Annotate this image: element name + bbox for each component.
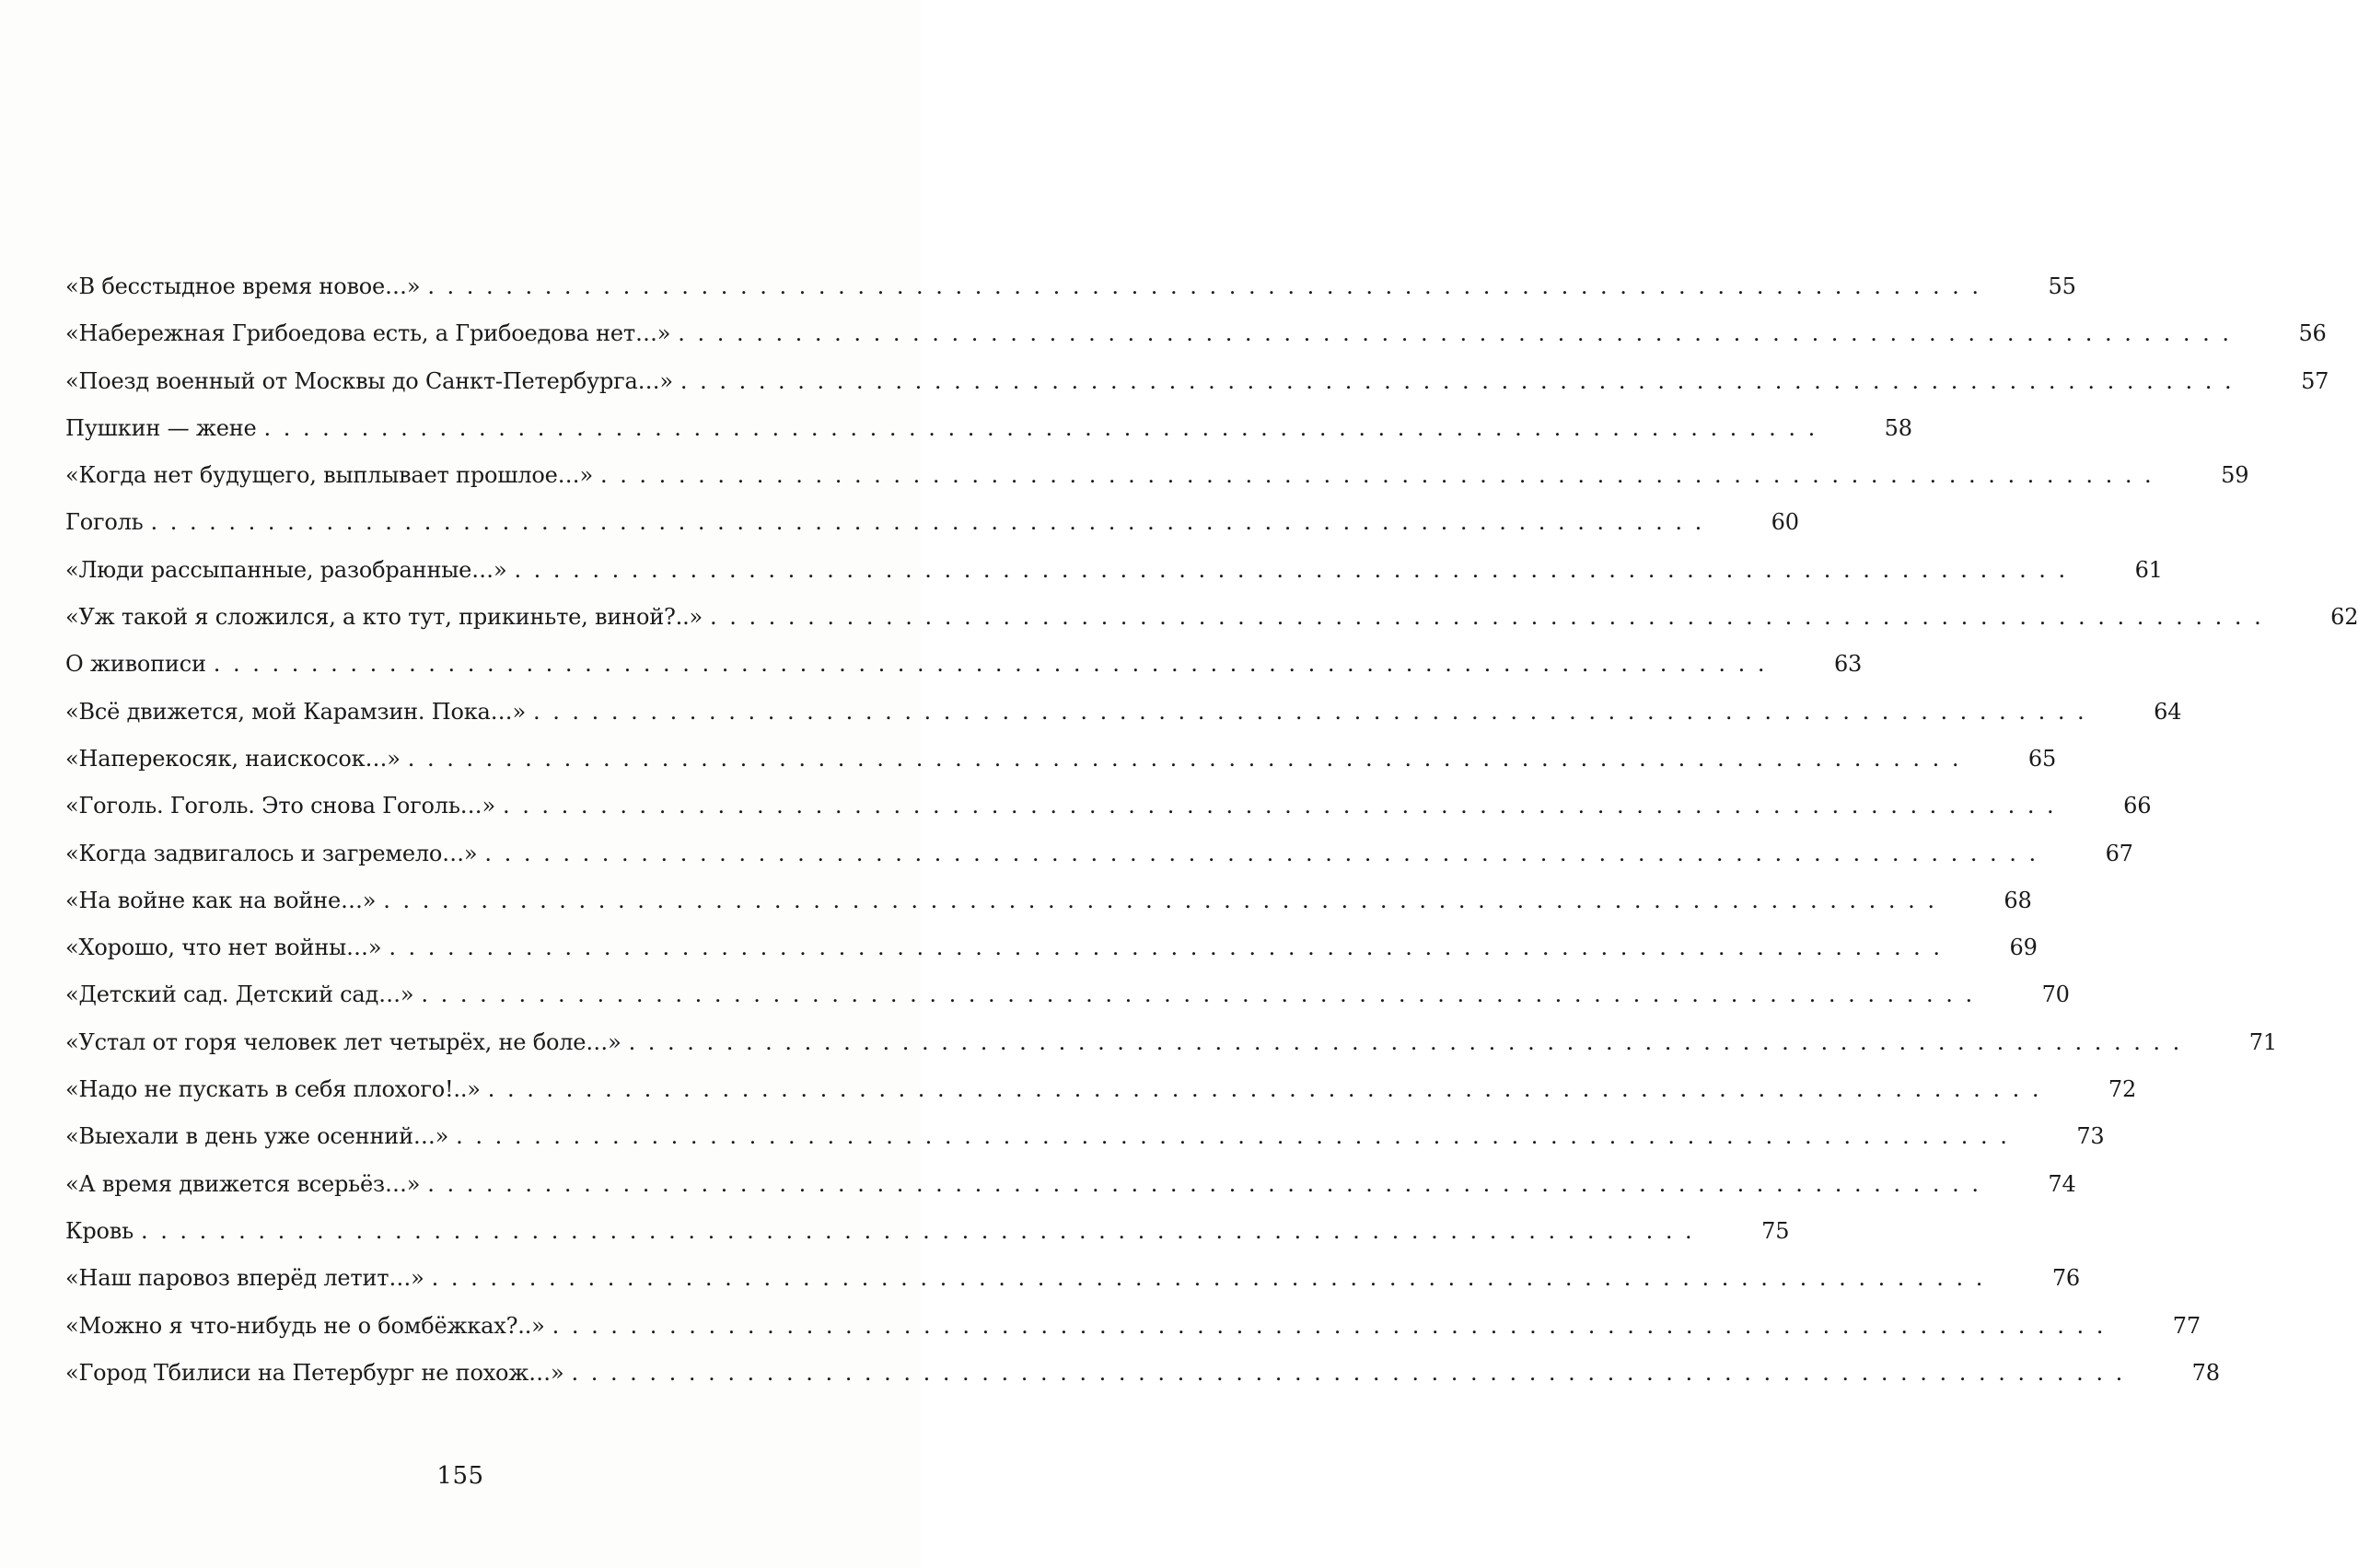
toc-entry-title: «Поезд военный от Москвы до Санкт-Петербурга…» — [65, 367, 673, 394]
toc-entry-title: «Гоголь. Гоголь. Это снова Гоголь…» — [65, 793, 495, 819]
toc-entry-title: Пушкин — жене — [65, 414, 257, 441]
toc-entry — [65, 934, 2038, 981]
toc-entry — [65, 508, 1799, 555]
toc-entry-page: 59 — [2221, 462, 2249, 489]
toc-entry-title: О живописи — [65, 651, 206, 678]
toc-entry-title: «Хорошо, что нет войны…» — [65, 935, 382, 961]
toc-entry-title: «Выехали в день уже осенний…» — [65, 1123, 449, 1150]
dot-leader: ................................................................................ — [383, 887, 1947, 913]
dot-leader: ................................................................................ — [427, 1170, 1992, 1197]
toc-entry-page: 55 — [2048, 273, 2076, 299]
toc-entry-title: «Всё движется, мой Карамзин. Пока…» — [65, 698, 526, 725]
dot-leader: ................................................................................ — [427, 273, 1992, 299]
toc-entry-title: «Надо не пускать в себя плохого!..» — [65, 1076, 481, 1103]
toc-entry — [65, 745, 2057, 792]
toc-entry — [65, 1075, 2137, 1122]
toc-entry-page: 62 — [2330, 604, 2358, 631]
toc-entry — [65, 1264, 2080, 1311]
toc-entry-page: 65 — [2027, 745, 2057, 772]
page-number: 155 — [436, 1462, 484, 1490]
toc-entry-page: 66 — [2123, 793, 2152, 819]
toc-entry — [65, 1028, 2277, 1075]
toc-entry-title: Кровь — [65, 1217, 134, 1244]
toc-entry — [65, 461, 2249, 508]
toc-entry-title: «Когда задвигалось и загремело…» — [65, 840, 478, 866]
dot-leader: ................................................................................ — [421, 981, 1985, 1008]
toc-entry-page: 76 — [2051, 1265, 2080, 1292]
toc-entry — [65, 1359, 2220, 1406]
toc-entry — [65, 792, 2152, 839]
dot-leader: ................................................................................ — [628, 1028, 2192, 1055]
toc-entry-page: 63 — [1833, 651, 1863, 678]
toc-entry — [65, 367, 2329, 414]
dot-leader: ................................................................................ — [552, 1312, 2116, 1339]
toc-entry-page: 58 — [1884, 414, 1912, 441]
toc-entry-title: «Город Тбилиси на Петербург не похож…» — [65, 1359, 564, 1386]
toc-entry — [65, 1312, 2201, 1359]
toc-entry-title: «В бесстыдное время новое…» — [65, 273, 421, 299]
toc-entry-page: 70 — [2041, 981, 2070, 1008]
dot-leader: ................................................................................ — [599, 462, 2165, 489]
dot-leader: ................................................................................ — [514, 556, 2078, 583]
toc-entry-page: 75 — [1761, 1217, 1790, 1244]
dot-leader: ................................................................................ — [678, 320, 2242, 347]
toc-entry-page: 64 — [2154, 698, 2182, 725]
toc-entry — [65, 698, 2182, 745]
toc-entry-page: 60 — [1771, 509, 1799, 536]
toc-entry-title: Гоголь — [65, 509, 144, 536]
toc-entry-title: «Когда нет будущего, выплывает прошлое…» — [65, 462, 593, 489]
toc-entry-page: 78 — [2191, 1359, 2220, 1386]
toc-entry-title: «На войне как на войне…» — [65, 887, 377, 913]
toc-entry-page: 56 — [2298, 320, 2327, 347]
toc-entry-title: «Набережная Грибоедова есть, а Грибоедова нет…» — [65, 320, 671, 347]
toc-entry-title: «Детский сад. Детский сад…» — [65, 981, 414, 1008]
dot-leader: ................................................................................ — [502, 793, 2067, 819]
toc-entry — [65, 1217, 1790, 1264]
toc-entry — [65, 1122, 2105, 1169]
dot-leader: ................................................................................ — [213, 651, 1778, 678]
toc-entry — [65, 650, 1863, 697]
toc-entry-page: 71 — [2248, 1028, 2277, 1055]
dot-leader: ................................................................................ — [487, 1076, 2052, 1103]
dot-leader: ................................................................................ — [571, 1359, 2135, 1386]
dot-leader: ................................................................................ — [456, 1123, 2020, 1150]
dot-leader: ................................................................................ — [431, 1265, 1995, 1292]
dot-leader: ................................................................................ — [407, 745, 1972, 772]
toc-entry-page: 74 — [2048, 1170, 2076, 1197]
toc-entry-title: «Можно я что-нибудь не о бомбёжках?..» — [65, 1312, 545, 1339]
toc-entry-title: «Устал от горя человек лет четырёх, не боле…» — [65, 1028, 621, 1055]
toc-entry — [65, 319, 2327, 366]
dot-leader: ................................................................................ — [710, 604, 2274, 631]
table-of-contents — [65, 273, 2358, 1406]
toc-entry-page: 69 — [2009, 935, 2038, 961]
toc-entry-title: «Люди рассыпанные, разобранные…» — [65, 556, 507, 583]
dot-leader: ................................................................................ — [263, 414, 1828, 441]
toc-entry — [65, 887, 2032, 934]
toc-entry-page: 77 — [2172, 1312, 2201, 1339]
dot-leader: ................................................................................ — [484, 840, 2049, 866]
toc-entry — [65, 1170, 2076, 1217]
toc-entry-page: 67 — [2105, 840, 2133, 866]
toc-entry — [65, 981, 2070, 1028]
toc-entry-title: «Уж такой я сложился, а кто тут, прикиньте, виной?..» — [65, 604, 703, 631]
toc-entry-page: 61 — [2134, 556, 2163, 583]
toc-entry-page: 72 — [2108, 1076, 2137, 1103]
dot-leader: ................................................................................ — [680, 367, 2245, 394]
toc-entry — [65, 603, 2358, 650]
toc-entry — [65, 414, 1912, 461]
dot-leader: ................................................................................ — [532, 698, 2097, 725]
toc-entry-page: 68 — [2004, 887, 2032, 913]
dot-leader: ................................................................................ — [389, 935, 1953, 961]
dot-leader: ................................................................................ — [150, 509, 1714, 536]
toc-entry — [65, 556, 2163, 603]
toc-entry-title: «А время движется всерьёз…» — [65, 1170, 421, 1197]
toc-entry-page: 57 — [2301, 367, 2329, 394]
toc-entry — [65, 273, 2076, 319]
toc-entry-title: «Наш паровоз вперёд летит…» — [65, 1265, 424, 1292]
toc-entry-page: 73 — [2076, 1123, 2105, 1150]
toc-entry-title: «Наперекосяк, наискосок…» — [65, 745, 401, 772]
dot-leader: ................................................................................ — [140, 1217, 1705, 1244]
toc-entry — [65, 840, 2133, 887]
